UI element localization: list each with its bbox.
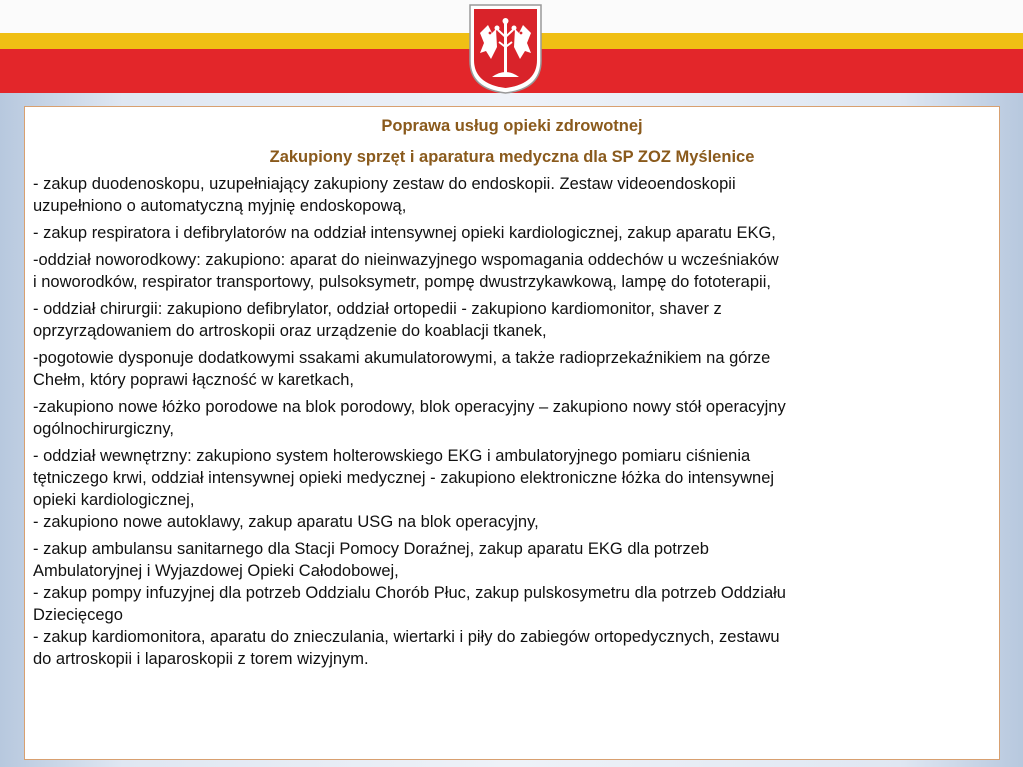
list-item: -oddział noworodkowy: zakupiono: aparat do nieinwazyjnego wspomagania oddechów u wcześniaków i noworodków, respirator transportowy, pulsoksymetr, pompę dwustrzykawkową, lampę do fototerapii, <box>33 251 779 291</box>
list-item: - zakup kardiomonitora, aparatu do znieczulania, wiertarki i piły do zabiegów ortopedycznych, zestawu do artroskopii i laparoskopii z torem wizyjnym. <box>33 628 780 668</box>
list-item: - oddział chirurgii: zakupiono defibrylator, oddział ortopedii - zakupiono kardiomonitor, shaver z oprzyrządowaniem do artroskopii oraz urządzenie do koablacji tkanek, <box>33 300 722 340</box>
list-item: - zakup duodenoskopu, uzupełniający zakupiony zestaw do endoskopii. Zestaw videoendoskopii uzupełniono o automatyczną myjnię endoskopową, <box>33 175 736 215</box>
list-item: -pogotowie dysponuje dodatkowymi ssakami akumulatorowymi, a także radioprzekaźnikiem na górze Chełm, który poprawi łączność w karetkach, <box>33 349 771 389</box>
page-subtitle: Zakupiony sprzęt i aparatura medyczna dla SP ZOZ Myślenice <box>269 148 755 166</box>
municipal-coat-of-arms-icon <box>468 3 543 95</box>
list-item: - zakup respiratora i defibrylatorów na oddział intensywnej opieki kardiologicznej, zakup aparatu EKG, <box>33 224 776 242</box>
list-item: - zakup pompy infuzyjnej dla potrzeb Oddzialu Chorób Płuc, zakup pulskosymetru dla potrzeb Oddziału Dziecięcego <box>33 584 786 624</box>
list-item: -zakupiono nowe łóżko porodowe na blok porodowy, blok operacyjny – zakupiono nowy stół operacyjny ogólnochirurgiczny, <box>33 398 786 438</box>
list-item: - zakupiono nowe autoklawy, zakup aparatu USG na blok operacyjny, <box>33 513 539 531</box>
page-title: Poprawa usług opieki zdrowotnej <box>381 117 643 135</box>
content-panel <box>24 106 1000 760</box>
list-item: - oddział wewnętrzny: zakupiono system holterowskiego EKG i ambulatoryjnego pomiaru ciśnienia tętniczego krwi, oddział intensywnej opieki medycznej - zakupiono elektroniczne łóżka do intensywnej opieki kardiologicznej, <box>33 447 775 509</box>
list-item: - zakup ambulansu sanitarnego dla Stacji Pomocy Doraźnej, zakup aparatu EKG dla potrzeb Ambulatoryjnej i Wyjazdowej Opieki Całodobowej, <box>33 540 709 580</box>
